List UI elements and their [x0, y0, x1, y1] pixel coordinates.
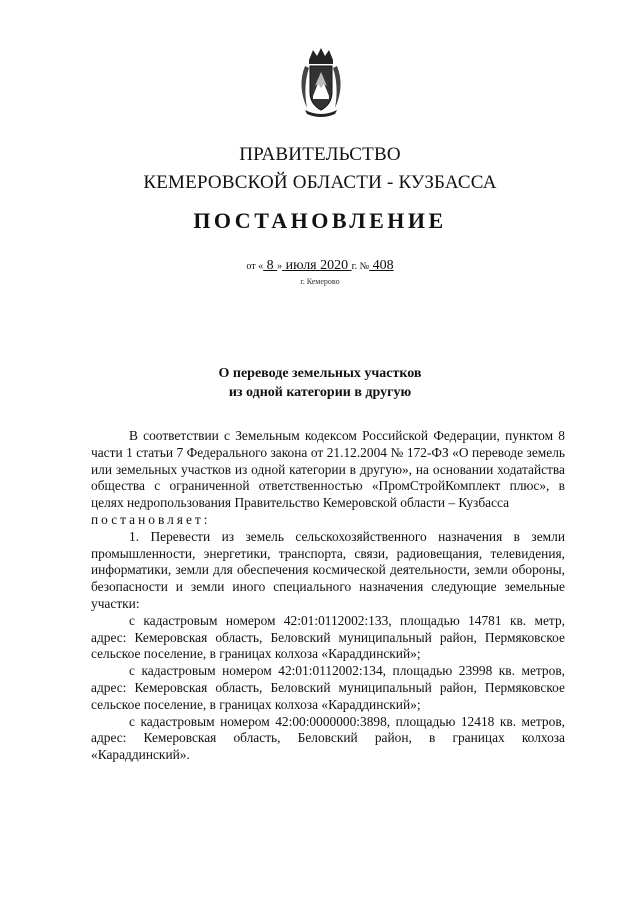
- parcel-item: с кадастровым номером 42:00:0000000:3898, площадью 12418 кв. метров, адрес: Кемеровская область, Беловский район, в границах колхоза «Караддинский».: [91, 713, 565, 763]
- coat-of-arms-icon: [295, 46, 347, 118]
- intro-paragraph: В соответствии с Земельным кодексом Российской Федерации, пунктом 8 части 1 статьи 7 Федерального закона от 21.12.2004 № 172-ФЗ «О переводе земель или земельных участков из одной категории в другую», на основании ходатайства общества с ограниченной ответственностью «ПромСтройКомплект плюс», в целях недропользования Правительство Кемеровской области – Кузбасса: [91, 428, 565, 511]
- date-suffix: г. №: [351, 261, 370, 272]
- parcel-item: с кадастровым номером 42:01:0112002:134, площадью 23998 кв. метров, адрес: Кемеровская область, Беловский муниципальный район, Пермяковское сельское поселение, в границах колхоза «Караддинский»;: [91, 663, 565, 712]
- government-title: ПРАВИТЕЛЬСТВО: [239, 144, 401, 165]
- subject-line-1: О переводе земельных участков: [218, 366, 422, 381]
- subject-line-2: из одной категории в другую: [228, 385, 412, 400]
- document-number: 408: [369, 258, 394, 273]
- document-type: ПОСТАНОВЛЕНИЕ: [193, 208, 447, 233]
- parcel-item: с кадастровым номером 42:01:0112002:133, площадью 14781 кв. метр, адрес: Кемеровская область, Беловский муниципальный район, Пермяковское сельское поселение, в границах колхоза «Караддинский»;: [91, 612, 565, 662]
- city: г. Кемерово: [300, 277, 340, 286]
- document-body: [91, 428, 565, 764]
- subject-heading: [0, 364, 640, 402]
- date-number-line: [0, 258, 640, 274]
- date-month-year: июля 2020: [282, 258, 352, 273]
- date-mid: »: [277, 261, 283, 272]
- date-day: 8: [263, 258, 278, 273]
- date-prefix: от «: [246, 261, 264, 272]
- resolves-word: постановляет:: [91, 511, 211, 527]
- item-1: 1. Перевести из земель сельскохозяйственного назначения в земли промышленности, энергетики, транспорта, связи, радиовещания, телевидения, информатики, земли для обеспечения космической деятельности, земли обороны, безопасности и земли иного специального назначения следующие земельные участки:: [91, 528, 565, 611]
- region-title: КЕМЕРОВСКОЙ ОБЛАСТИ - КУЗБАССА: [143, 172, 497, 193]
